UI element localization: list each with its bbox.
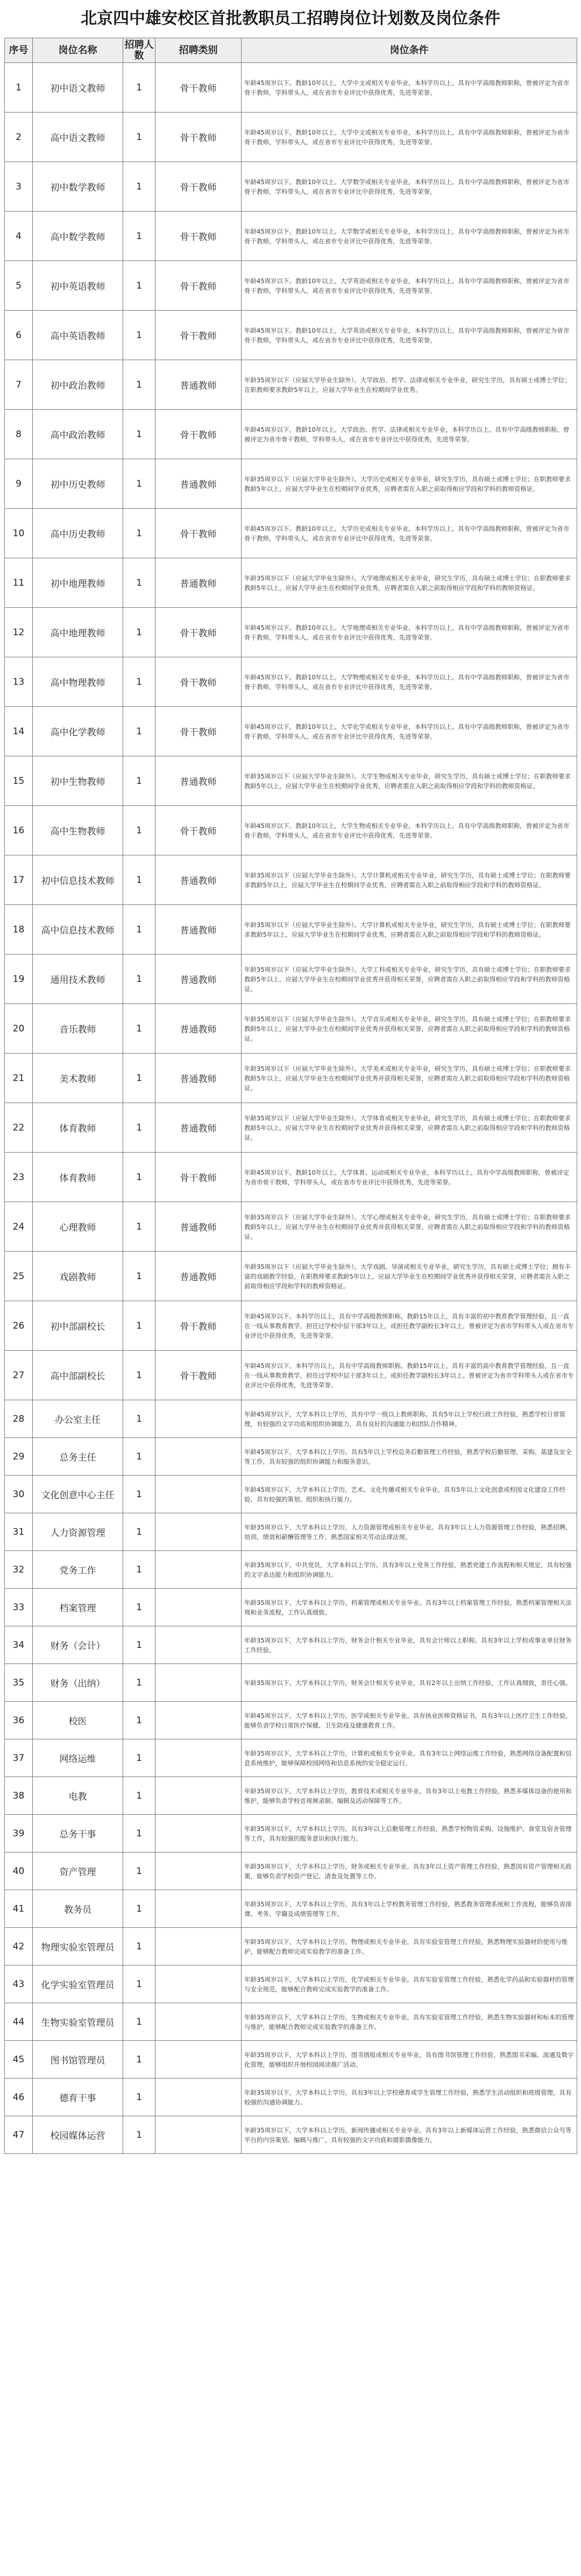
cell-no: 34 (5, 1626, 33, 1664)
cell-name: 物理实验室管理员 (33, 1928, 123, 1966)
cell-no: 1 (5, 63, 33, 113)
cell-category: 骨干教师 (155, 1301, 242, 1351)
table-row (5, 1252, 577, 1301)
cell-requirement: 年龄35周岁以下（应届大学毕业生除外）。大学生物或相关专业毕业，研究生学历，具有硕士或博士学位；在职教师要求教龄5年以上，应届大学毕业生在校期间学业优秀，应聘者需在入职之前取得相应学段和学科的教师资格证。 (242, 756, 577, 806)
cell-count: 1 (123, 1551, 155, 1589)
cell-count: 1 (123, 1351, 155, 1400)
cell-requirement: 年龄35周岁以下（应届大学毕业生除外）。大学计算机或相关专业毕业，研究生学历，具有硕士或博士学位；在职教师要求教龄5年以上，应届大学毕业生在校期间学业优秀，应聘者需在入职之前取得相应学段和学科的教师资格证。 (242, 855, 577, 905)
cell-no: 32 (5, 1551, 33, 1589)
cell-category: 骨干教师 (155, 509, 242, 558)
cell-name: 美术教师 (33, 1054, 123, 1103)
cell-category: 骨干教师 (155, 608, 242, 657)
cell-category (155, 1815, 242, 1852)
cell-no: 2 (5, 113, 33, 162)
cell-requirement: 年龄35周岁以下，大学本科以上学历，财务会计相关专业毕业，具有会计师以上职称。具有3年以上学校或事业单位财务工作经验。 (242, 1626, 577, 1664)
cell-name: 高中信息技术教师 (33, 905, 123, 954)
cell-requirement: 年龄35周岁以下（应届大学毕业生除外）。大学心理或相关专业毕业，研究生学历，具有硕士或博士学位；在职教师要求教龄5年以上，应届大学毕业生在校期间学业优秀并获得相关荣誉，应聘者需在入职之前取得相应学段和学科的教师资格证。 (242, 1202, 577, 1252)
cell-requirement: 年龄45周岁以下。教龄10年以上。大学英语或相关专业毕业，本科学历以上。具有中学高级教师职称，曾被评定为省市骨干教师，学科带头人，或在省市专业评比中获得优秀，先进等荣誉。 (242, 261, 577, 311)
cell-requirement: 年龄45周岁以下。本科学历以上，具有中学高级教师职称。教龄15年以上，具有丰富的高中教育教学管理经验，且一直在一线从事教育教学，担任过学校中层干部3年以上，或担任教学副校长3年以上。曾被评定为省市学科带头人或在省市专业评比中获得优秀，先进等荣誉。 (242, 1351, 577, 1400)
cell-category: 普通教师 (155, 459, 242, 509)
cell-category (155, 1551, 242, 1589)
cell-count: 1 (123, 1739, 155, 1777)
cell-category (155, 2079, 242, 2116)
cell-requirement: 年龄35周岁以下，大学本科以上学历，图书情报或相关专业毕业。具有图书馆管理工作经验，熟悉图书采编、流通及数字化管理，能够组织开展校园阅读推广活动。 (242, 2041, 577, 2079)
cell-requirement: 年龄45周岁以下。教龄10年以上。大学中文或相关专业毕业，本科学历以上。具有中学高级教师职称，曾被评定为省市骨干教师，学科带头人，或在省市专业评比中获得优秀，先进等荣誉。 (242, 113, 577, 162)
cell-count: 1 (123, 558, 155, 608)
cell-requirement: 年龄35周岁以下（应届大学毕业生除外）。大学美术或相关专业毕业，研究生学历，具有硕士或博士学位；在职教师要求教龄5年以上，应届大学毕业生在校期间学业优秀并获得相关荣誉，应聘者需在入职之前取得相应学段和学科的教师资格证。 (242, 1054, 577, 1103)
cell-requirement: 年龄35周岁以下，大学本科以上学历，档案管理或相关专业毕业。具有3年以上档案管理工作经验，熟悉档案管理相关法规和业务流程，工作认真细致。 (242, 1589, 577, 1626)
cell-count: 1 (123, 1966, 155, 2003)
table-body (5, 63, 577, 2154)
table-row (5, 608, 577, 657)
cell-category: 骨干教师 (155, 1351, 242, 1400)
cell-count: 1 (123, 1890, 155, 1928)
table-row (5, 855, 577, 905)
table-row (5, 113, 577, 162)
cell-count: 1 (123, 905, 155, 954)
cell-requirement: 年龄45周岁以下。教龄10年以上。大学地理或相关专业毕业，本科学历以上。具有中学高级教师职称，曾被评定为省市骨干教师，学科带头人，或在省市专业评比中获得优秀，先进等荣誉。 (242, 608, 577, 657)
cell-count: 1 (123, 162, 155, 212)
cell-name: 通用技术教师 (33, 954, 123, 1004)
cell-category (155, 1400, 242, 1438)
cell-no: 7 (5, 360, 33, 410)
cell-no: 23 (5, 1153, 33, 1202)
cell-no: 28 (5, 1400, 33, 1438)
table-row (5, 954, 577, 1004)
table-row (5, 360, 577, 410)
cell-category: 骨干教师 (155, 63, 242, 113)
cell-name: 高中地理教师 (33, 608, 123, 657)
cell-name: 总务主任 (33, 1438, 123, 1476)
table-row (5, 1966, 577, 2003)
cell-no: 44 (5, 2003, 33, 2041)
cell-requirement: 年龄35周岁以下（应届大学毕业生除外）。大学地理或相关专业毕业，研究生学历，具有硕士或博士学位；在职教师要求教龄5年以上，应届大学毕业生在校期间学业优秀，应聘者需在入职之前取得相应学段和学科的教师资格证。 (242, 558, 577, 608)
cell-category: 骨干教师 (155, 806, 242, 855)
cell-no: 18 (5, 905, 33, 954)
cell-no: 40 (5, 1852, 33, 1890)
cell-no: 11 (5, 558, 33, 608)
cell-category (155, 2116, 242, 2154)
cell-no: 30 (5, 1476, 33, 1513)
cell-count: 1 (123, 212, 155, 261)
cell-name: 初中政治教师 (33, 360, 123, 410)
cell-no: 41 (5, 1890, 33, 1928)
cell-no: 24 (5, 1202, 33, 1252)
table-row (5, 2003, 577, 2041)
cell-no: 45 (5, 2041, 33, 2079)
cell-no: 25 (5, 1252, 33, 1301)
cell-no: 15 (5, 756, 33, 806)
cell-count: 1 (123, 1589, 155, 1626)
cell-category: 骨干教师 (155, 657, 242, 707)
table-row (5, 558, 577, 608)
cell-no: 46 (5, 2079, 33, 2116)
cell-no: 9 (5, 459, 33, 509)
cell-category: 普通教师 (155, 756, 242, 806)
table-row (5, 509, 577, 558)
cell-category: 普通教师 (155, 1054, 242, 1103)
table-row (5, 1351, 577, 1400)
cell-category (155, 1966, 242, 2003)
cell-count: 1 (123, 1852, 155, 1890)
cell-count: 1 (123, 1664, 155, 1702)
cell-name: 音乐教师 (33, 1004, 123, 1054)
cell-name: 初中生物教师 (33, 756, 123, 806)
cell-requirement: 年龄45周岁以下。本科学历以上，具有中学高级教师职称。教龄15年以上，具有丰富的初中教育教学管理经验，且一直在一线从事教育教学，担任过学校中层干部3年以上，或担任教学副校长3年以上。曾被评定为省市学科带头人或在省市专业评比中获得优秀，先进等荣誉。 (242, 1301, 577, 1351)
table-row (5, 212, 577, 261)
cell-no: 42 (5, 1928, 33, 1966)
cell-count: 1 (123, 1252, 155, 1301)
cell-no: 22 (5, 1103, 33, 1153)
cell-name: 图书馆管理员 (33, 2041, 123, 2079)
cell-requirement: 年龄35周岁以下（应届大学毕业生除外）。大学戏剧、导演或相关专业毕业，研究生学历，具有硕士或博士学位；拥有丰富的戏剧教学经验，在职教师要求教龄5年以上，应届大学毕业生在校期间学业优秀并获得相关荣誉，应聘者需在入职之前取得相应学段和学科的教师资格证。 (242, 1252, 577, 1301)
cell-count: 1 (123, 1004, 155, 1054)
table-row (5, 311, 577, 360)
cell-category (155, 1777, 242, 1815)
cell-requirement: 年龄35周岁以下，大学本科以上学历，化学或相关专业毕业。具有实验室管理工作经验，熟悉化学药品和实验器材的管理与安全规范，能够配合教师完成实验教学的准备工作。 (242, 1966, 577, 2003)
header-no: 序号 (5, 38, 33, 63)
cell-name: 办公室主任 (33, 1400, 123, 1438)
cell-requirement: 年龄35周岁以下，大学本科以上学历，财务或相关专业毕业。具有3年以上资产管理工作经验，熟悉国有资产管理相关政策，能够负责学校资产登记、清查及处置等工作。 (242, 1852, 577, 1890)
cell-category (155, 1852, 242, 1890)
cell-requirement: 年龄35周岁以下（应届大学毕业生除外）。大学政治、哲学、法律或相关专业毕业，研究生学历，具有硕士或博士学位；在职教师要求教龄5年以上，应届大学毕业生在校期间学业优秀。 (242, 360, 577, 410)
cell-name: 资产管理 (33, 1852, 123, 1890)
cell-category: 普通教师 (155, 558, 242, 608)
table-row (5, 459, 577, 509)
cell-requirement: 年龄35周岁以下，大学本科以上学历，物理或相关专业毕业。具有实验室管理工作经验，熟悉物理实验器材的使用与维护，能够配合教师完成实验教学的准备工作。 (242, 1928, 577, 1966)
cell-category: 骨干教师 (155, 707, 242, 756)
cell-no: 26 (5, 1301, 33, 1351)
cell-count: 1 (123, 1513, 155, 1551)
table-row (5, 1202, 577, 1252)
cell-requirement: 年龄35周岁以下（应届大学毕业生除外）。大学计算机或相关专业毕业，研究生学历，具有硕士或博士学位；在职教师要求教龄5年以上，应届大学毕业生在校期间学业优秀，应聘者需在入职之前取得相应学段和学科的教师资格证。 (242, 905, 577, 954)
cell-category (155, 1476, 242, 1513)
cell-name: 体育教师 (33, 1103, 123, 1153)
cell-category (155, 1890, 242, 1928)
table-row (5, 2079, 577, 2116)
cell-requirement: 年龄35周岁以下（应届大学毕业生除外）。大学音乐或相关专业毕业，研究生学历，具有硕士或博士学位；在职教师要求教龄5年以上，应届大学毕业生在校期间学业优秀并获得相关荣誉，应聘者需在入职之前取得相应学段和学科的教师资格证。 (242, 1004, 577, 1054)
cell-name: 高中部副校长 (33, 1351, 123, 1400)
cell-name: 财务（出纳） (33, 1664, 123, 1702)
cell-name: 体育教师 (33, 1153, 123, 1202)
header-requirement: 岗位条件 (242, 38, 577, 63)
cell-requirement: 年龄45周岁以下。教龄10年以上。大学数学或相关专业毕业，本科学历以上。具有中学高级教师职称，曾被评定为省市骨干教师，学科带头人，或在省市专业评比中获得优秀，先进等荣誉。 (242, 212, 577, 261)
cell-category: 普通教师 (155, 905, 242, 954)
cell-count: 1 (123, 2003, 155, 2041)
cell-name: 教务员 (33, 1890, 123, 1928)
cell-no: 31 (5, 1513, 33, 1551)
cell-no: 35 (5, 1664, 33, 1702)
cell-name: 初中地理教师 (33, 558, 123, 608)
table-row (5, 1004, 577, 1054)
cell-name: 高中英语教师 (33, 311, 123, 360)
table-row (5, 162, 577, 212)
cell-count: 1 (123, 1054, 155, 1103)
cell-category: 骨干教师 (155, 113, 242, 162)
cell-count: 1 (123, 2079, 155, 2116)
recruitment-table (4, 38, 577, 2154)
cell-requirement: 年龄35周岁以下，大学本科以上学历，财务会计相关专业毕业。具有2年以上出纳工作经验，工作认真细致，责任心强。 (242, 1664, 577, 1702)
table-row (5, 1626, 577, 1664)
table-row (5, 657, 577, 707)
table-row (5, 1777, 577, 1815)
cell-category (155, 2003, 242, 2041)
page-title: 北京四中雄安校区首批教职员工招聘岗位计划数及岗位条件 (81, 9, 500, 28)
table-row (5, 905, 577, 954)
cell-requirement: 年龄45周岁以下，大学本科以上学历，具有中学一级以上教师职称。具有5年以上学校行政工作经验，熟悉学校日常管理，有较强的文字功底和组织协调能力，具有良好的沟通能力和团队合作精神。 (242, 1400, 577, 1438)
cell-category: 骨干教师 (155, 261, 242, 311)
cell-no: 5 (5, 261, 33, 311)
cell-requirement: 年龄35周岁以下（应届大学毕业生除外）。大学历史或相关专业毕业，研究生学历，具有硕士或博士学位；在职教师要求教龄5年以上，应届大学毕业生在校期间学业优秀，应聘者需在入职之前取得相应学段和学科的教师资格证。 (242, 459, 577, 509)
cell-count: 1 (123, 410, 155, 459)
cell-no: 43 (5, 1966, 33, 2003)
cell-requirement: 年龄45周岁以下。教龄10年以上。大学中文或相关专业毕业，本科学历以上。具有中学高级教师职称，曾被评定为省市骨干教师，学科带头人，或在省市专业评比中获得优秀，先进等荣誉。 (242, 63, 577, 113)
cell-count: 1 (123, 1702, 155, 1739)
table-header-row (5, 38, 577, 63)
cell-name: 初中部副校长 (33, 1301, 123, 1351)
cell-category: 普通教师 (155, 1202, 242, 1252)
table-row (5, 1400, 577, 1438)
cell-count: 1 (123, 1777, 155, 1815)
table-row (5, 1852, 577, 1890)
cell-no: 6 (5, 311, 33, 360)
cell-requirement: 年龄45周岁以下。教龄10年以上。大学物理或相关专业毕业，本科学历以上。具有中学高级教师职称，曾被评定为省市骨干教师，学科带头人，或在省市专业评比中获得优秀，先进等荣誉。 (242, 657, 577, 707)
cell-name: 初中数学教师 (33, 162, 123, 212)
cell-no: 20 (5, 1004, 33, 1054)
cell-name: 生物实验室管理员 (33, 2003, 123, 2041)
cell-count: 1 (123, 707, 155, 756)
cell-name: 初中语文教师 (33, 63, 123, 113)
table-row (5, 1438, 577, 1476)
cell-count: 1 (123, 1438, 155, 1476)
cell-requirement: 年龄35周岁以下，大学本科以上学历，人力资源管理或相关专业毕业。具有3年以上人力资源管理工作经验，熟悉招聘、培训、绩效和薪酬管理等工作，熟悉国家相关劳动法律法规。 (242, 1513, 577, 1551)
cell-no: 33 (5, 1589, 33, 1626)
cell-category: 骨干教师 (155, 212, 242, 261)
cell-category (155, 1702, 242, 1739)
cell-count: 1 (123, 459, 155, 509)
table-row (5, 1103, 577, 1153)
table-row (5, 806, 577, 855)
cell-requirement: 年龄35周岁以下，大学本科以上学历。具有3年以上学校德育或学生管理工作经验，熟悉学生活动组织和班级管理，具有较强的沟通协调能力。 (242, 2079, 577, 2116)
cell-count: 1 (123, 1476, 155, 1513)
table-row (5, 1928, 577, 1966)
cell-no: 36 (5, 1702, 33, 1739)
cell-requirement: 年龄35周岁以下，大学本科以上学历。具有3年以上后勤管理工作经验，熟悉学校物资采购、设施维护、食堂及宿舍管理等工作，具有较强的服务意识和执行能力。 (242, 1815, 577, 1852)
cell-no: 27 (5, 1351, 33, 1400)
cell-no: 37 (5, 1739, 33, 1777)
cell-name: 校医 (33, 1702, 123, 1739)
cell-count: 1 (123, 1928, 155, 1966)
cell-name: 文化创意中心主任 (33, 1476, 123, 1513)
cell-count: 1 (123, 756, 155, 806)
cell-category (155, 1928, 242, 1966)
cell-requirement: 年龄35周岁以下，大学本科以上学历，教育技术或相关专业毕业。具有3年以上电教工作经验，熟悉多媒体设备的使用和维护，能够负责学校音视频录制、编辑及活动保障等工作。 (242, 1777, 577, 1815)
cell-name: 初中历史教师 (33, 459, 123, 509)
header-position-name: 岗位名称 (33, 38, 123, 63)
table-row (5, 1890, 577, 1928)
cell-category: 骨干教师 (155, 1153, 242, 1202)
cell-count: 1 (123, 2041, 155, 2079)
cell-name: 高中语文教师 (33, 113, 123, 162)
cell-category (155, 1438, 242, 1476)
cell-category: 普通教师 (155, 1252, 242, 1301)
cell-name: 心理教师 (33, 1202, 123, 1252)
table-row (5, 1153, 577, 1202)
cell-count: 1 (123, 1103, 155, 1153)
table-row (5, 1476, 577, 1513)
cell-category (155, 1739, 242, 1777)
cell-name: 化学实验室管理员 (33, 1966, 123, 2003)
cell-count: 1 (123, 1202, 155, 1252)
cell-category: 普通教师 (155, 360, 242, 410)
cell-count: 1 (123, 1153, 155, 1202)
cell-no: 39 (5, 1815, 33, 1852)
cell-name: 党务工作 (33, 1551, 123, 1589)
table-row (5, 756, 577, 806)
cell-requirement: 年龄45周岁以下。教龄10年以上。大学生物或相关专业毕业，本科学历以上。具有中学高级教师职称，曾被评定为省市骨干教师，学科带头人，或在省市专业评比中获得优秀，先进等荣誉。 (242, 806, 577, 855)
cell-requirement: 年龄45周岁以下，大学本科以上学历，医学或相关专业毕业。具有执业医师资格证书，具有3年以上医疗卫生工作经验，能够负责学校日常医疗保健、卫生防疫及健康教育工作。 (242, 1702, 577, 1739)
cell-no: 16 (5, 806, 33, 855)
cell-category (155, 1589, 242, 1626)
cell-category (155, 1626, 242, 1664)
cell-requirement: 年龄35周岁以下，中共党员，大学本科以上学历。具有3年以上党务工作经验，熟悉党建工作流程和相关规定，具有较强的文字表达能力和组织协调能力。 (242, 1551, 577, 1589)
cell-requirement: 年龄35周岁以下（应届大学毕业生除外）。大学体育或相关专业毕业，研究生学历，具有硕士或博士学位；在职教师要求教龄5年以上，应届大学毕业生在校期间学业优秀并获得相关荣誉，应聘者需在入职之前取得相应学段和学科的教师资格证。 (242, 1103, 577, 1153)
cell-name: 德育干事 (33, 2079, 123, 2116)
cell-name: 电教 (33, 1777, 123, 1815)
cell-name: 总务干事 (33, 1815, 123, 1852)
cell-count: 1 (123, 657, 155, 707)
table-row (5, 1702, 577, 1739)
cell-requirement: 年龄35周岁以下，大学本科以上学历，生物或相关专业毕业。具有实验室管理工作经验，熟悉生物实验器材和标本的管理与维护，能够配合教师完成实验教学的准备工作。 (242, 2003, 577, 2041)
cell-category: 骨干教师 (155, 410, 242, 459)
cell-requirement: 年龄45周岁以下。教龄10年以上。大学体育、运动或相关专业毕业，本科学历以上。具有中学高级教师职称，曾被评定为省市骨干教师，学科带头人，或在省市专业评比中获得优秀，先进等荣誉。 (242, 1153, 577, 1202)
table-row (5, 1815, 577, 1852)
cell-no: 4 (5, 212, 33, 261)
cell-no: 47 (5, 2116, 33, 2154)
cell-requirement: 年龄45周岁以下。教龄10年以上。大学英语或相关专业毕业，本科学历以上。具有中学高级教师职称，曾被评定为省市骨干教师，学科带头人，或在省市专业评比中获得优秀，先进等荣誉。 (242, 311, 577, 360)
table-row (5, 63, 577, 113)
cell-category: 普通教师 (155, 855, 242, 905)
cell-no: 3 (5, 162, 33, 212)
cell-name: 初中英语教师 (33, 261, 123, 311)
cell-category (155, 2041, 242, 2079)
cell-count: 1 (123, 360, 155, 410)
cell-requirement: 年龄45周岁以下。教龄10年以上。大学化学或相关专业毕业，本科学历以上。具有中学高级教师职称，曾被评定为省市骨干教师，学科带头人，或在省市专业评比中获得优秀，先进等荣誉。 (242, 707, 577, 756)
table-row (5, 707, 577, 756)
cell-requirement: 年龄45周岁以下。教龄10年以上。大学数学或相关专业毕业，本科学历以上。具有中学高级教师职称，曾被评定为省市骨干教师，学科带头人，或在省市专业评比中获得优秀，先进等荣誉。 (242, 162, 577, 212)
cell-count: 1 (123, 954, 155, 1004)
cell-no: 21 (5, 1054, 33, 1103)
cell-name: 高中化学教师 (33, 707, 123, 756)
cell-name: 戏剧教师 (33, 1252, 123, 1301)
cell-no: 19 (5, 954, 33, 1004)
cell-category (155, 1664, 242, 1702)
table-row (5, 1513, 577, 1551)
cell-requirement: 年龄35周岁以下，大学本科以上学历，计算机或相关专业毕业。具有3年以上网络运维工作经验，熟悉网络设备配置和信息系统维护，能够保障校园网络和信息系统的安全稳定运行。 (242, 1739, 577, 1777)
cell-name: 人力资源管理 (33, 1513, 123, 1551)
header-count: 招聘人数 (123, 38, 155, 63)
cell-name: 档案管理 (33, 1589, 123, 1626)
cell-name: 财务（会计） (33, 1626, 123, 1664)
cell-count: 1 (123, 608, 155, 657)
table-row (5, 2116, 577, 2154)
table-row (5, 1589, 577, 1626)
cell-count: 1 (123, 1400, 155, 1438)
cell-name: 网络运维 (33, 1739, 123, 1777)
table-row (5, 1551, 577, 1589)
cell-name: 初中信息技术教师 (33, 855, 123, 905)
table-row (5, 1664, 577, 1702)
cell-requirement: 年龄45周岁以下。教龄10年以上。大学历史或相关专业毕业，本科学历以上。具有中学高级教师职称，曾被评定为省市骨干教师，学科带头人，或在省市专业评比中获得优秀，先进等荣誉。 (242, 509, 577, 558)
cell-no: 8 (5, 410, 33, 459)
cell-count: 1 (123, 2116, 155, 2154)
cell-no: 13 (5, 657, 33, 707)
cell-requirement: 年龄45周岁以下，大学本科以上学历。具有5年以上学校总务后勤管理工作经验，熟悉学校后勤管理、采购、基建及安全等工作，具有较强的组织协调能力和服务意识。 (242, 1438, 577, 1476)
cell-category: 骨干教师 (155, 311, 242, 360)
cell-count: 1 (123, 1815, 155, 1852)
cell-category: 普通教师 (155, 954, 242, 1004)
cell-category: 普通教师 (155, 1103, 242, 1153)
cell-name: 高中物理教师 (33, 657, 123, 707)
cell-name: 高中数学教师 (33, 212, 123, 261)
cell-count: 1 (123, 1626, 155, 1664)
table-row (5, 2041, 577, 2079)
cell-name: 高中生物教师 (33, 806, 123, 855)
cell-count: 1 (123, 855, 155, 905)
cell-name: 高中历史教师 (33, 509, 123, 558)
cell-requirement: 年龄35周岁以下，大学本科以上学历，新闻传播或相关专业毕业。具有3年以上新媒体运营工作经验，熟悉微信公众号等平台的内容策划、编辑与推广，具有较强的文字功底和摄影摄像能力。 (242, 2116, 577, 2154)
cell-count: 1 (123, 113, 155, 162)
cell-count: 1 (123, 261, 155, 311)
cell-count: 1 (123, 63, 155, 113)
cell-count: 1 (123, 509, 155, 558)
cell-count: 1 (123, 1301, 155, 1351)
cell-no: 10 (5, 509, 33, 558)
cell-no: 12 (5, 608, 33, 657)
cell-count: 1 (123, 311, 155, 360)
cell-requirement: 年龄35周岁以下（应届大学毕业生除外）。大学工科或相关专业毕业，研究生学历，具有硕士或博士学位；在职教师要求教龄5年以上，应届大学毕业生在校期间学业优秀并获得相关荣誉，应聘者需在入职之前取得相应学段和学科的教师资格证。 (242, 954, 577, 1004)
cell-category (155, 1513, 242, 1551)
cell-name: 高中政治教师 (33, 410, 123, 459)
cell-requirement: 年龄45周岁以下。教龄10年以上。大学政治、哲学、法律或相关专业毕业，本科学历以上。具有中学高级教师职称，曾被评定为省市骨干教师，学科带头人，或在省市专业评比中获得优秀，先进等荣誉。 (242, 410, 577, 459)
cell-category: 普通教师 (155, 1004, 242, 1054)
table-row (5, 1301, 577, 1351)
table-row (5, 261, 577, 311)
cell-category: 骨干教师 (155, 162, 242, 212)
table-row (5, 410, 577, 459)
cell-no: 38 (5, 1777, 33, 1815)
cell-name: 校园媒体运营 (33, 2116, 123, 2154)
cell-no: 17 (5, 855, 33, 905)
cell-requirement: 年龄45周岁以下，大学本科以上学历，艺术、文化传播或相关专业毕业。具有5年以上文化创意或校园文化建设工作经验，具有较强的策划、组织和执行能力。 (242, 1476, 577, 1513)
cell-no: 29 (5, 1438, 33, 1476)
table-row (5, 1739, 577, 1777)
cell-no: 14 (5, 707, 33, 756)
header-category: 招聘类别 (155, 38, 242, 63)
cell-requirement: 年龄35周岁以下，大学本科以上学历。具有3年以上学校教务管理工作经验，熟悉教务管理系统和工作流程，能够负责排课、考务、学籍及成绩管理等工作。 (242, 1890, 577, 1928)
cell-count: 1 (123, 806, 155, 855)
table-row (5, 1054, 577, 1103)
